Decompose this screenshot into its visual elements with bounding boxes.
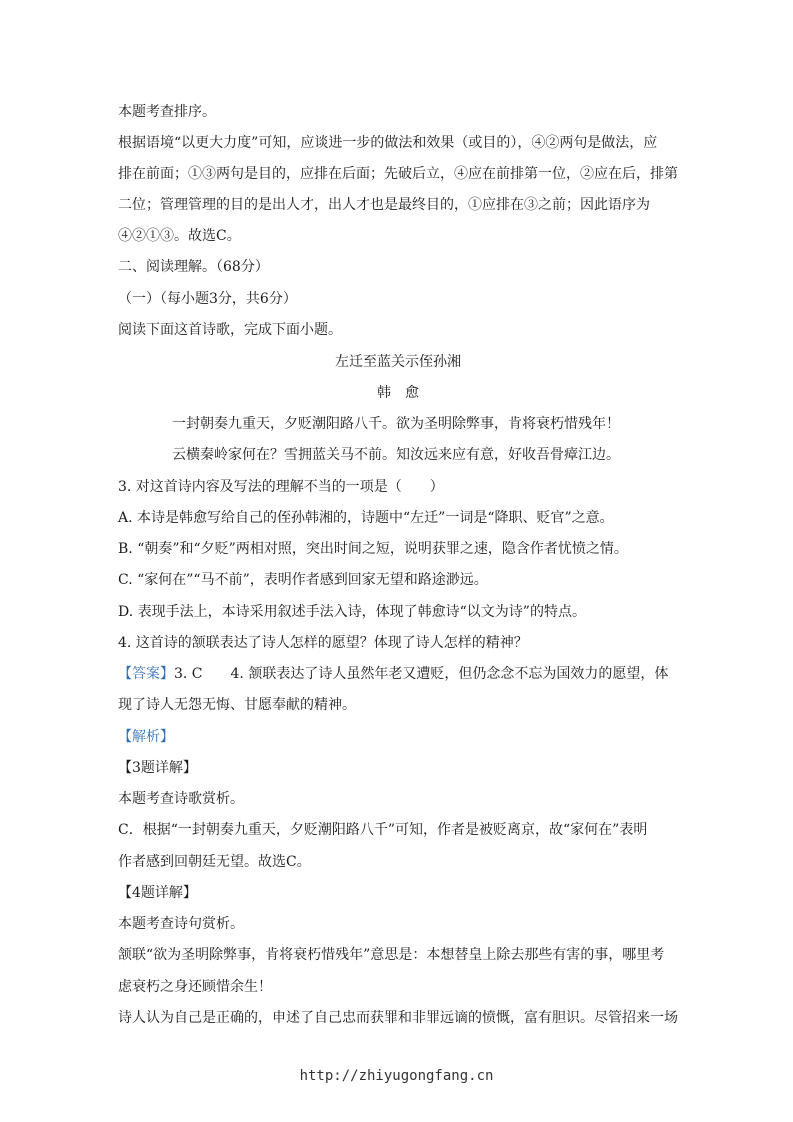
text-line: 根据语境“以更大力度”可知，应谈进一步的做法和效果（或目的），④②两句是做法，应 <box>118 135 658 151</box>
text-line: C．根据“一封朝奏九重天，夕贬潮阳路八千”可知，作者是被贬离京，故“家何在”表明 <box>118 822 648 838</box>
text-line: 作者感到回朝廷无望。故选C。 <box>118 854 311 870</box>
text-line: 颔联“欲为圣明除弊事，肯将衰朽惜残年”意思是：本想替皇上除去那些有害的事，哪里考 <box>118 947 665 963</box>
answer-line <box>118 664 678 684</box>
text-line: ④②①③。故选C。 <box>118 228 241 244</box>
poem-author: 韩 愈 <box>377 385 419 401</box>
detail-heading-3: 【3题详解】 <box>118 760 197 776</box>
option-c: C. “家何在”“马不前”，表明作者感到回家无望和路途渺远。 <box>118 572 488 588</box>
text-line: 二位；管理管理的目的是出人才，出人才也是最终目的，①应排在③之前；因此语序为 <box>118 197 650 213</box>
text-line: 排在前面；①③两句是目的，应排在后面；先破后立，④应在前排第一位，②应在后，排第 <box>118 166 678 182</box>
text-line: 本题考查诗歌赏析。 <box>118 791 244 807</box>
poem-line: 云横秦岭家何在？雪拥蓝关马不前。知汝远来应有意，好收吾骨瘴江边。 <box>172 447 620 463</box>
text-line: 诗人认为自己是正确的，申述了自己忠而获罪和非罪远谪的愤慨，富有胆识。尽管招来一场 <box>118 1010 678 1026</box>
poem-line: 一封朝奏九重天，夕贬潮阳路八千。欲为圣明除弊事，肯将衰朽惜残年！ <box>172 416 620 432</box>
answer-text: 3. C 4. 颔联表达了诗人虽然年老又遭贬，但仍念念不忘为国效力的愿望，体 <box>174 666 669 682</box>
detail-heading-4: 【4题详解】 <box>118 885 197 901</box>
analysis-tag: 【解析】 <box>118 729 174 745</box>
question-4: 4. 这首诗的颔联表达了诗人怎样的愿望？体现了诗人怎样的精神？ <box>118 635 528 651</box>
subsection-heading: （一）（每小题3分，共6分） <box>118 291 297 307</box>
text-line: 现了诗人无怨无悔、甘愿奉献的精神。 <box>118 697 356 713</box>
footer-url: http://zhiyugongfang.cn <box>299 1068 494 1084</box>
text-line: 虑衰朽之身还顾惜余生！ <box>118 979 272 995</box>
question-3: 3. 对这首诗内容及写法的理解不当的一项是（ ） <box>118 479 444 495</box>
instruction-text: 阅读下面这首诗歌，完成下面小题。 <box>118 322 342 338</box>
option-b: B. “朝奏”和“夕贬”两相对照，突出时间之短，说明获罪之速，隐含作者忧愤之情。 <box>118 541 628 557</box>
answer-tag: 【答案】 <box>118 666 174 682</box>
option-a: A. 本诗是韩愈写给自己的侄孙韩湘的，诗题中“左迁”一词是“降职、贬官”之意。 <box>118 510 614 526</box>
text-line: 本题考查诗句赏析。 <box>118 916 244 932</box>
option-d: D. 表现手法上，本诗采用叙述手法入诗，体现了韩愈诗“以文为诗”的特点。 <box>118 604 586 620</box>
poem-title: 左迁至蓝关示侄孙湘 <box>335 354 461 370</box>
section-heading: 二、阅读理解。（68分） <box>118 259 269 275</box>
text-line: 本题考查排序。 <box>118 104 216 120</box>
